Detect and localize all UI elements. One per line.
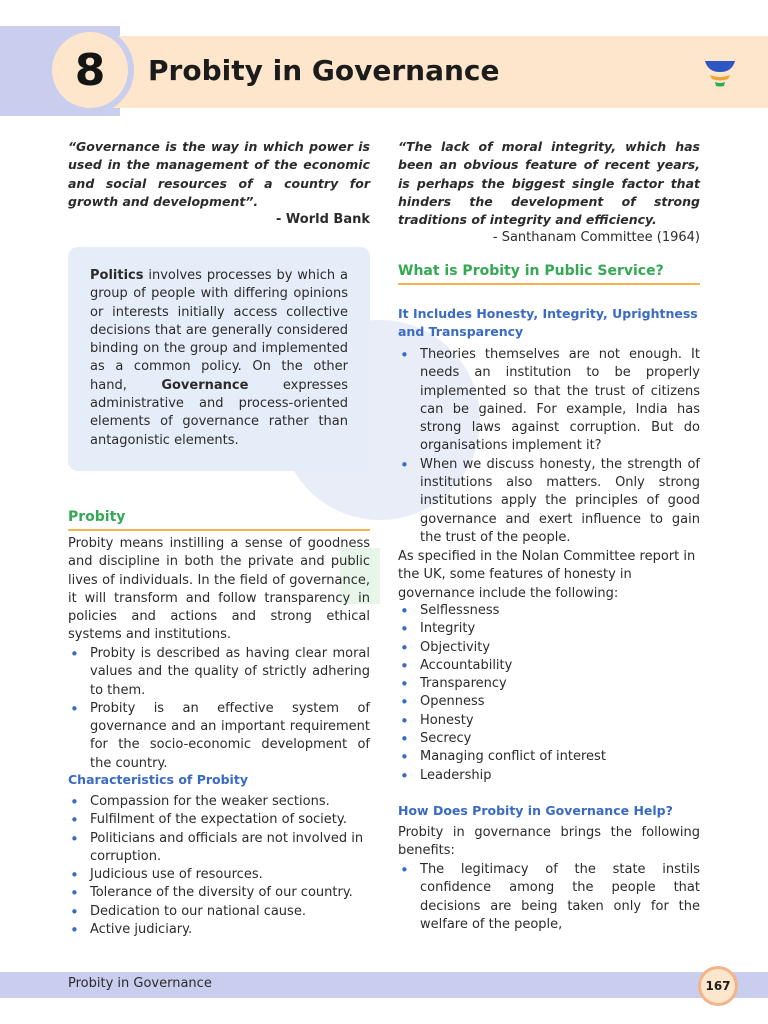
- list-item: • Probity is described as having clear moral values and the quality of strictly adhering to them.: [68, 645, 370, 700]
- politics-term: Politics: [90, 268, 144, 283]
- left-quote-attribution: - World Bank: [275, 212, 370, 227]
- politics-governance-box: [68, 247, 370, 471]
- publisher-logo-icon: [704, 58, 736, 88]
- list-item: • Dedication to our national cause.: [68, 903, 370, 921]
- public-service-heading: What is Probity in Public Service?: [398, 263, 664, 279]
- chapter-title: Probity in Governance: [148, 54, 500, 87]
- public-service-heading-rule: [398, 283, 700, 285]
- list-item: • Judicious use of resources.: [68, 866, 370, 884]
- list-item: • Tolerance of the diversity of our country.: [68, 884, 370, 902]
- probity-help-heading: How Does Probity in Governance Help?: [398, 803, 673, 818]
- probity-help-paragraph: Probity in governance brings the following benefits:: [398, 825, 700, 859]
- list-item: • Objectivity: [398, 639, 700, 657]
- nolan-features-list: [398, 602, 700, 785]
- probity-heading: Probity: [68, 509, 126, 525]
- list-item: • The legitimacy of the state instils confidence among the people that decisions are being taken only for the welfare of the people,: [398, 861, 700, 934]
- list-item: • Compassion for the weaker sections.: [68, 793, 370, 811]
- list-item: • Theories themselves are not enough. It needs an institution to be properly implemented so that the trust of citizens can be gained. For example, India has strong laws against corruption. But do organisations implement it?: [398, 346, 700, 456]
- left-quote: “Governance is the way in which power is used in the management of the economic and social resources of a country for growth and development”.: [68, 139, 370, 209]
- list-item: • Fulfilment of the expectation of society.: [68, 811, 370, 829]
- right-quote-attribution: - Santhanam Committee (1964): [492, 230, 700, 245]
- right-quote: “The lack of moral integrity, which has been an obvious feature of recent years, is perhaps the biggest single factor that hinders the development of strong traditions of integrity and efficiency.: [398, 139, 700, 228]
- list-item: • Active judiciary.: [68, 921, 370, 939]
- list-item: • Integrity: [398, 620, 700, 638]
- chapter-number: 8: [52, 32, 128, 108]
- list-item: • Politicians and officials are not involved in corruption.: [68, 830, 370, 867]
- governance-definition: expresses administrative and process-oriented elements of governance rather than antagonistic elements.: [90, 377, 348, 448]
- list-item: • Leadership: [398, 767, 700, 785]
- list-item: • When we discuss honesty, the strength of institutions also matters. Only strong institutions apply the principles of good governance and exert influence to gain the trust of the people.: [398, 456, 700, 547]
- governance-term: Governance: [161, 377, 249, 393]
- characteristics-heading: Characteristics of Probity: [68, 772, 248, 787]
- nolan-paragraph: As specified in the Nolan Committee report in the UK, some features of honesty in governance include the following:: [398, 549, 696, 601]
- probity-help-list: [398, 861, 700, 934]
- page-number: 167: [701, 969, 735, 1003]
- list-item: • Selflessness: [398, 602, 700, 620]
- list-item: • Probity is an effective system of governance and an important requirement for the socio-economic development of the country.: [68, 700, 370, 773]
- characteristics-list: [68, 793, 370, 939]
- probity-heading-rule: [68, 529, 370, 531]
- list-item: • Transparency: [398, 675, 700, 693]
- list-item: • Honesty: [398, 712, 700, 730]
- list-item: • Managing conflict of interest: [398, 748, 700, 766]
- probity-bullet-list: [68, 645, 370, 773]
- honesty-subheading: It Includes Honesty, Integrity, Uprightness and Transparency: [398, 306, 698, 340]
- institution-bullet-list: [398, 346, 700, 547]
- list-item: • Openness: [398, 693, 700, 711]
- list-item: • Secrecy: [398, 730, 700, 748]
- probity-paragraph: Probity means instilling a sense of goodness and discipline in both the private and public lives of individuals. In the field of governance, it will transform and follow transparency in policies and actions and strong ethical systems and institutions.: [68, 536, 370, 643]
- list-item: • Accountability: [398, 657, 700, 675]
- politics-definition: involves processes by which a group of people with differing opinions or interests initially access collective decisions that are generally considered binding on the group and implemented as a common policy. On the other hand,: [90, 268, 348, 393]
- footer-title: Probity in Governance: [68, 976, 212, 991]
